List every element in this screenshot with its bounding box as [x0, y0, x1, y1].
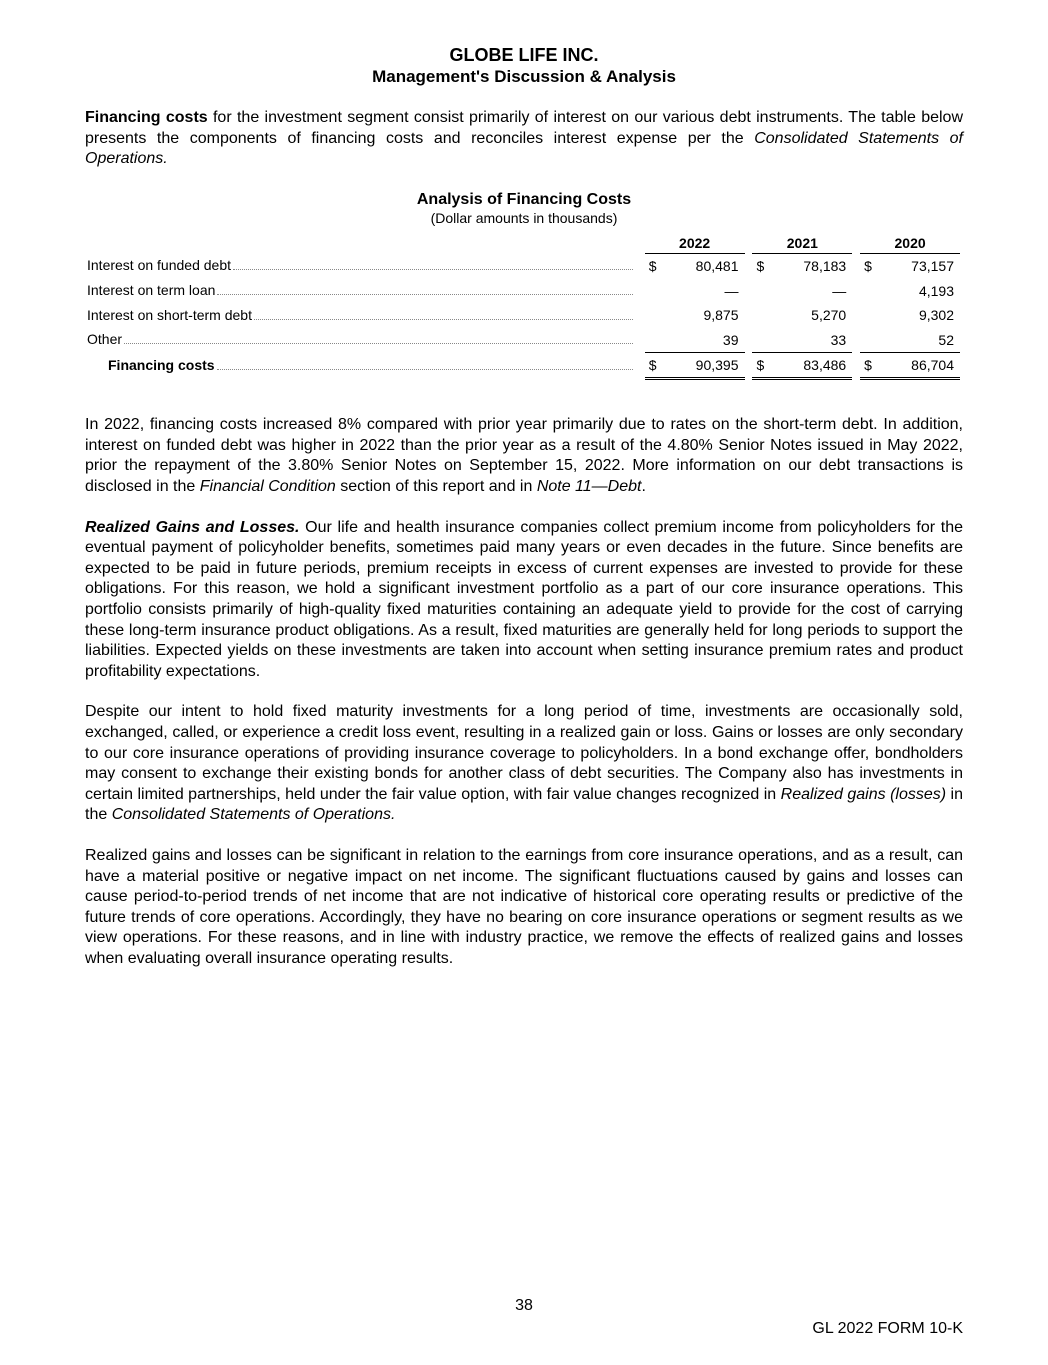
row-label: Interest on funded debt	[87, 257, 231, 274]
total-value: 86,704	[878, 352, 960, 379]
currency-symbol: $	[864, 258, 872, 275]
financing-costs-table	[87, 233, 960, 381]
table-row	[87, 253, 960, 278]
row-label: Interest on term loan	[87, 282, 216, 299]
currency-symbol: $	[645, 352, 663, 379]
total-label: Financing costs	[108, 357, 215, 374]
link-financial-condition: Financial Condition	[199, 478, 336, 496]
table-row	[87, 278, 960, 303]
currency-symbol: $	[756, 258, 765, 275]
cell-value: 78,183	[803, 258, 847, 275]
table-row	[87, 303, 960, 328]
paragraph-financing-analysis: In 2022, financing costs increased 8% compared with prior year primarily due to rates on the short-term debt. In addition, interest on funded debt was higher in 2022 than the prior year as a result of the 4.80% Senior Notes issued in May 2022, prior the repayment of the 3.80% Senior Notes on September 15, 2022. More information on our debt transactions is disclosed in the Financial Condition section of this report and in Note 11—Debt.	[85, 416, 963, 496]
currency-symbol: $	[860, 352, 878, 379]
company-title: GLOBE LIFE INC.	[449, 45, 599, 65]
cell-value: —	[724, 282, 739, 299]
cell-value: 52	[938, 331, 954, 348]
paragraph-significance: Realized gains and losses can be significant in relation to the earnings from core insurance operations, and as a result, can have a material positive or negative impact on net income. The significant fluctuations caused by gains and losses can cause period-to-period trends of net income that are not indicative of historical core operating results or predictive of the future trends of core operations. Accordingly, they have no bearing on core insurance operations or segment results as we view operations. For these reasons, and in line with industry practice, we remove the effects of realized gains and losses when evaluating overall insurance operating results.	[85, 846, 963, 967]
cell-value: 33	[830, 331, 847, 348]
cell-value: 73,157	[911, 258, 954, 275]
page-body	[85, 44, 963, 990]
total-value: 83,486	[770, 352, 852, 379]
cell-value: 80,481	[695, 258, 739, 275]
table-total-row	[87, 352, 960, 379]
year-header-2022: 2022	[645, 233, 745, 254]
currency-symbol: $	[752, 352, 770, 379]
section-title: Management's Discussion & Analysis	[372, 67, 676, 86]
paragraph-investments: Despite our intent to hold fixed maturity investments for a long period of time, investments are occasionally sold, exchanged, called, or experience a credit loss event, resulting in a realized gain or loss. Gains or losses are only secondary to our core insurance operations of providing insurance coverage to policyholders. In a bond exchange offer, bondholders may consent to exchange their existing bonds for another class of debt securities. The Company also has investments in certain limited partnerships, held under the fair value option, with fair value changes recognized in Realized gains (losses) in the Consolidated Statements of Operations.	[85, 703, 964, 824]
link-note-11: Note 11—Debt	[536, 478, 642, 496]
cell-value: 5,270	[811, 307, 847, 324]
cell-value: 39	[722, 331, 739, 348]
intro-text: for the investment segment consist primarily of interest on our various debt instruments. The table below presents the components of financing costs and reconciles interest expense per the	[85, 109, 964, 147]
intro-paragraph	[85, 108, 963, 170]
footer-form-label: GL 2022 FORM 10-K	[812, 1320, 963, 1337]
table-subtitle: (Dollar amounts in thousands)	[430, 209, 618, 226]
paragraph-realized-gains: Realized Gains and Losses. Our life and health insurance companies collect premium income from policyholders for the eventual payment of policyholder benefits, sometimes paid many years or even decades in the future. Since benefits are expected to be paid in future periods, premium receipts in excess of current expenses are invested to provide for these obligations. For this reason, we hold a significant investment portfolio as a part of our core insurance operations. This portfolio consists primarily of high-quality fixed maturities containing an adequate yield to provide for the cost of carrying these long-term insurance product obligations. As a result, fixed maturities are generally held for long periods to support the liabilities. Expected yields on these investments are taken into account when setting insurance premium rates and product profitability expectations.	[85, 518, 963, 680]
page-number: 38	[515, 1297, 533, 1314]
row-label: Other	[87, 331, 123, 348]
table-row	[87, 327, 960, 352]
table-title: Analysis of Financing Costs	[416, 190, 632, 208]
total-value: 90,395	[663, 352, 745, 379]
intro-bold: Financing costs	[85, 109, 208, 126]
currency-symbol: $	[648, 258, 657, 275]
cell-value: 9,875	[703, 307, 739, 324]
intro-italic: Consolidated Statements of Operations.	[85, 129, 963, 168]
realized-gains-heading: Realized Gains and Losses.	[85, 518, 300, 536]
cell-value: —	[832, 282, 847, 299]
year-header-2020: 2020	[860, 233, 960, 254]
cell-value: 4,193	[918, 282, 954, 299]
year-header-2021: 2021	[752, 233, 852, 254]
cell-value: 9,302	[918, 307, 954, 324]
row-label: Interest on short-term debt	[87, 306, 252, 323]
